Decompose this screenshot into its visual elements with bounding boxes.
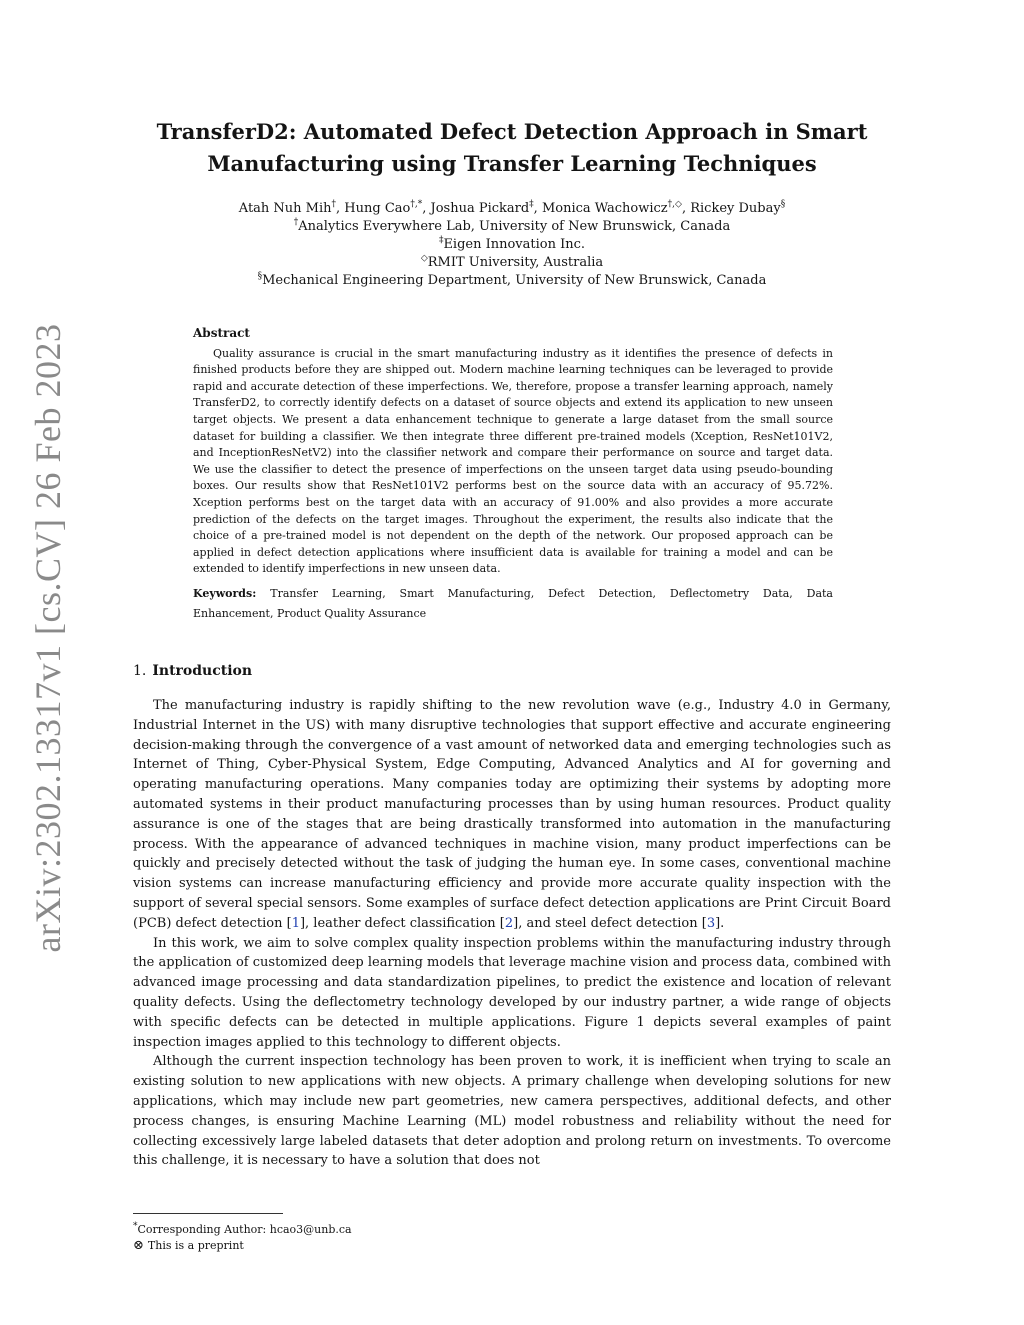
- paragraph: [133, 696, 891, 934]
- author-mark: †: [331, 199, 337, 210]
- introduction-body: [133, 696, 891, 1171]
- paragraph: In this work, we aim to solve complex quality inspection problems within the manufacturing industry through the application of customized deep learning models that leverage machine vision and process data, combined with advanced image processing and data standardization pipelines, to predict the existence and location of relevant quality defects. Using the deflectometry technology developed by our industry partner, a wide range of objects with specific defects can be detected in multiple applications. Figure 1 depicts several examples of paint inspection images applied to this technology to different objects.: [133, 935, 891, 1050]
- author-block: [120, 200, 904, 290]
- paper-title: [140, 116, 884, 180]
- arxiv-identifier[interactable]: arXiv:2302.13317v1 [cs.CV] 26 Feb 2023: [28, 323, 68, 953]
- footnotes: [133, 1222, 352, 1254]
- footnote-text: This is a preprint: [147, 1239, 244, 1252]
- paragraph-text: ], leather defect classification [: [299, 915, 505, 931]
- otimes-icon: ⊗: [133, 1238, 144, 1253]
- affiliation: [120, 236, 904, 254]
- section-title: Introduction: [152, 663, 253, 679]
- author-name: Rickey Dubay: [690, 201, 781, 216]
- footnote-mark: *: [133, 1221, 138, 1232]
- footnote-text: Corresponding Author: hcao3@unb.ca: [137, 1223, 352, 1236]
- author-name: Joshua Pickard: [430, 201, 530, 216]
- paragraph-text: The manufacturing industry is rapidly shifting to the new revolution wave (e.g., Industry 4.0 in Germany, Industrial Internet in the US) with many disruptive technologies that support effective and accurate engineering decision-making through the convergence of a vast amount of networked data and emerging technologies such as Internet of Thing, Cyber-Physical System, Edge Computing, Advanced Analytics and AI for governing and operating manufacturing operations. Many companies today are optimizing their systems by adopting more automated systems in their product manufacturing processes than by using human resources. Product quality assurance is one of the stages that are being drastically transformed into automation in the manufacturing process. With the appearance of advanced techniques in machine vision, many product imperfections can be quickly and precisely detected without the task of judging the human eye. In some cases, conventional machine vision systems can increase manufacturing efficiency and provide more accurate quality inspection with the support of several special sensors. Some examples of surface defect detection applications are Print Circuit Board (PCB) defect detection [: [133, 698, 891, 931]
- author-list: Atah Nuh Mih†, Hung Cao†,*, Joshua Pickard‡, Monica Wachowicz†,◇, Rickey Dubay§: [238, 199, 786, 216]
- keywords: [193, 584, 833, 624]
- section-number: 1.: [133, 663, 147, 679]
- author-mark: †,◇: [667, 199, 682, 210]
- title-line-2: Manufacturing using Transfer Learning Techniques: [207, 151, 817, 176]
- citation-link[interactable]: 1: [291, 915, 300, 931]
- paragraph: Although the current inspection technology has been proven to work, it is inefficient when trying to scale an existing solution to new applications with new objects. A primary challenge when developing solutions for new applications, which may include new part geometries, new camera perspectives, additional defects, and other process changes, is ensuring Machine Learning (ML) model robustness and reliability without the need for collecting excessively large labeled datasets that deter adoption and prolong return on investments. To overcome this challenge, it is necessary to have a solution that does not: [133, 1054, 891, 1169]
- author-mark: §: [780, 199, 786, 210]
- keywords-text: Transfer Learning, Smart Manufacturing, Defect Detection, Deflectometry Data, Data Enhancement, Product Quality Assurance: [193, 586, 833, 620]
- affiliation-mark: ‡: [438, 235, 444, 246]
- abstract-heading: Abstract: [193, 326, 250, 340]
- affiliation: [120, 272, 904, 290]
- paragraph-text: ], and steel defect detection [: [513, 915, 707, 931]
- author-mark: ‡: [529, 199, 534, 210]
- affiliation-text: Analytics Everywhere Lab, University of New Brunswick, Canada: [298, 219, 731, 234]
- affiliation-text: RMIT University, Australia: [427, 255, 604, 270]
- footnote-corresponding: [133, 1222, 352, 1238]
- footnote-divider: [133, 1213, 283, 1214]
- author-mark: †,*: [410, 199, 423, 210]
- affiliation-mark: §: [257, 271, 263, 282]
- paragraph-text: ].: [715, 915, 725, 931]
- author-name: Monica Wachowicz: [541, 201, 668, 216]
- title-line-1: TransferD2: Automated Defect Detection Approach in Smart: [156, 119, 868, 144]
- citation-link[interactable]: 2: [504, 915, 514, 931]
- affiliation-mark: †: [293, 217, 299, 228]
- author-name: Hung Cao: [344, 201, 411, 216]
- abstract-text: Quality assurance is crucial in the smart manufacturing industry as it identifies the presence of defects in finished products before they are shipped out. Modern machine learning techniques can be leveraged to provide rapid and accurate detection of these imperfections. We, therefore, propose a transfer learning approach, namely TransferD2, to correctly identify defects on a dataset of source objects and extend its application to new unseen target objects. We present a data enhancement technique to generate a large dataset from the small source dataset for building a classifier. We then integrate three different pre-trained models (Xception, ResNet101V2, and InceptionResNetV2) into the classifier network and compare their performance on source and target data. We use the classifier to detect the presence of imperfections on the unseen target data using pseudo-bounding boxes. Our results show that ResNet101V2 performs best on the source data with an accuracy of 95.72%. Xception performs best on the target data with an accuracy of 91.00% and also provides a more accurate prediction of the defects on the target images. Throughout the experiment, the results also indicate that the choice of a pre-trained model is not dependent on the depth of the network. Our proposed approach can be applied in defect detection applications where insufficient data is available for training a model and can be extended to identify imperfections in new unseen data.: [193, 346, 833, 576]
- affiliation: [120, 218, 904, 236]
- affiliation-mark: ◇: [420, 253, 428, 264]
- affiliation-text: Mechanical Engineering Department, University of New Brunswick, Canada: [262, 273, 767, 288]
- abstract-section: [193, 325, 833, 624]
- footnote-preprint: [133, 1238, 352, 1254]
- author-name: Atah Nuh Mih: [238, 201, 332, 216]
- keywords-label: Keywords:: [193, 586, 257, 600]
- affiliation: [120, 254, 904, 272]
- citation-link[interactable]: 3: [706, 915, 716, 931]
- affiliation-text: Eigen Innovation Inc.: [443, 237, 586, 252]
- section-heading: [133, 663, 252, 679]
